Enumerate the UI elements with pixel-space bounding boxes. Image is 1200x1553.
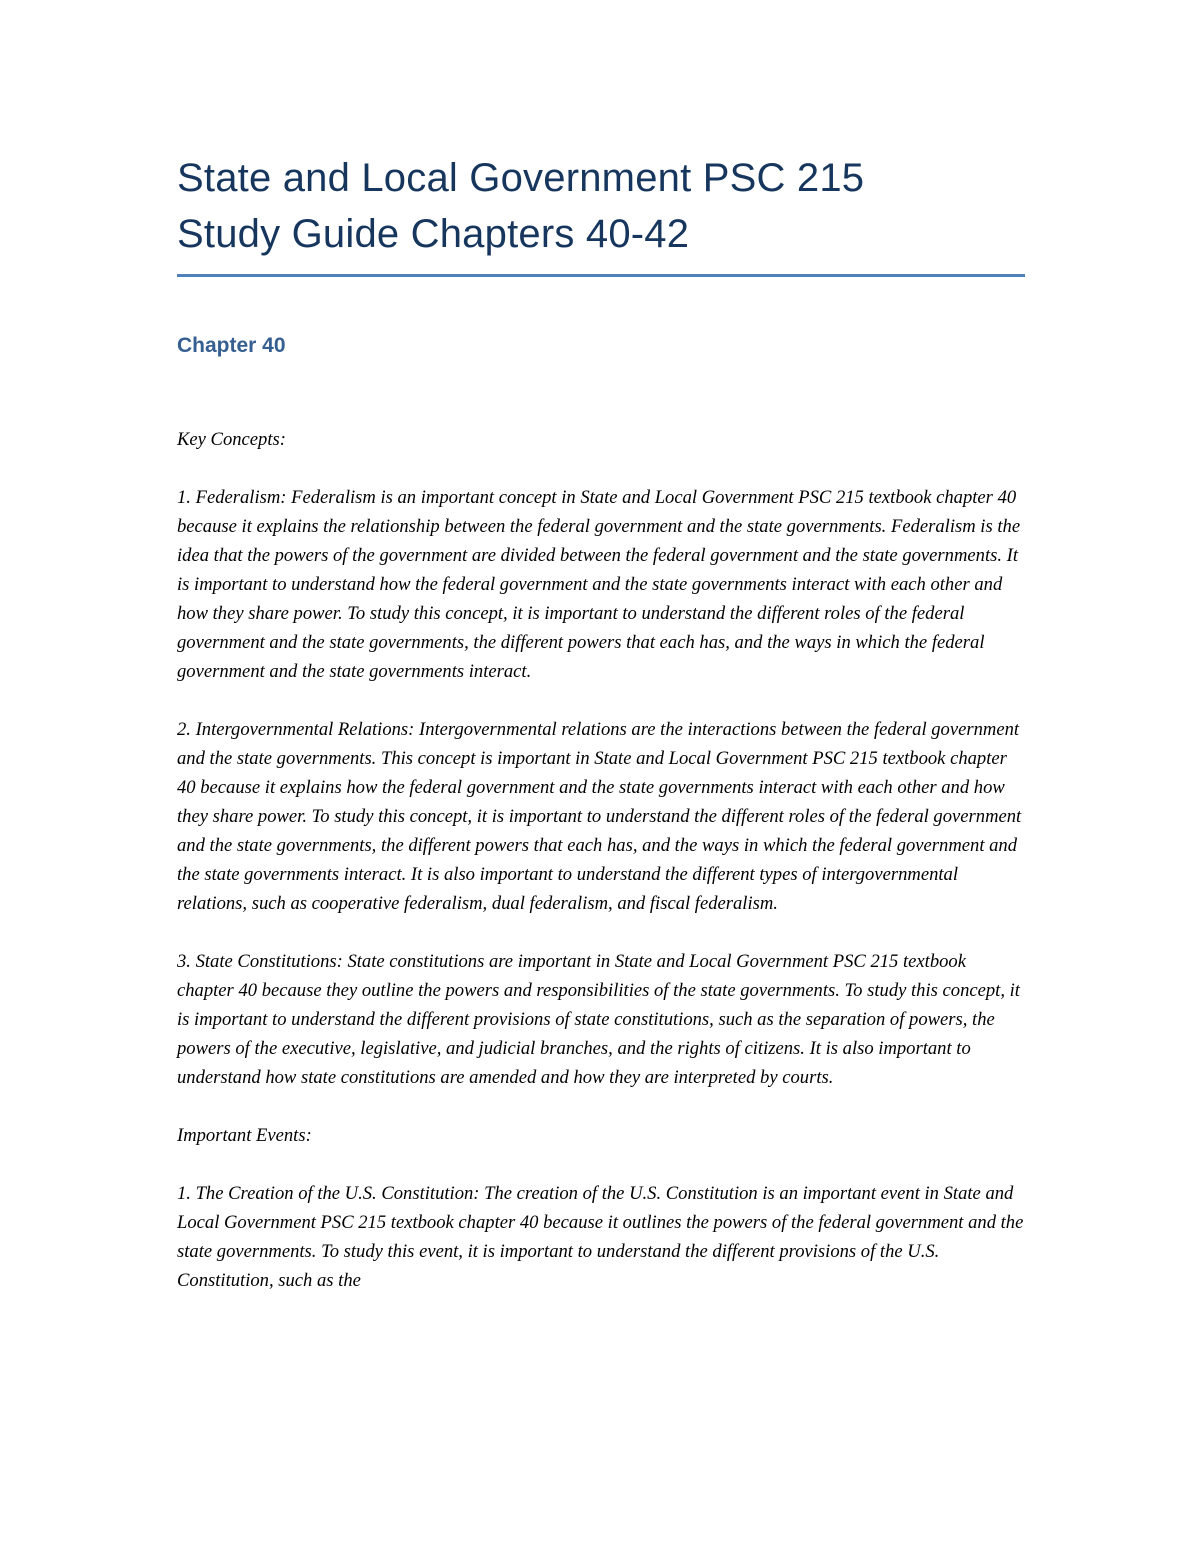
document-body [177, 150, 1025, 1295]
title-underline-rule [177, 274, 1025, 277]
document-title-line-1: State and Local Government PSC 215 [177, 156, 865, 200]
chapter-heading: Chapter 40 [177, 334, 286, 357]
key-concepts-label: Key Concepts: [177, 429, 286, 450]
important-events-label: Important Events: [177, 1125, 312, 1146]
document-title-line-2: Study Guide Chapters 40-42 [177, 212, 690, 256]
key-concept-paragraph-federalism: 1. Federalism: Federalism is an important concept in State and Local Government PSC 215 textbook chapter 40 because it explains the relationship between the federal government and the state governments. Federalism is the idea that the powers of the government are divided between the federal government and the state governments. It is important to understand how the federal government and the state governments interact with each other and how they share power. To study this concept, it is important to understand the different roles of the federal government and the state governments, the different powers that each has, and the ways in which the federal government and the state governments interact. [177, 487, 1021, 682]
key-concept-paragraph-state-constitutions: 3. State Constitutions: State constitutions are important in State and Local Government PSC 215 textbook chapter 40 because they outline the powers and responsibilities of the state governments. To study this concept, it is important to understand the different provisions of state constitutions, such as the separation of powers, the powers of the executive, legislative, and judicial branches, and the rights of citizens. It is also important to understand how state constitutions are amended and how they are interpreted by courts. [177, 951, 1020, 1088]
important-event-paragraph-us-constitution: 1. The Creation of the U.S. Constitution: The creation of the U.S. Constitution is an important event in State and Local Government PSC 215 textbook chapter 40 because it outlines the powers of the federal government and the state governments. To study this event, it is important to understand the different provisions of the U.S. Constitution, such as the [177, 1183, 1024, 1291]
document-title [177, 150, 1025, 262]
key-concept-paragraph-intergovernmental-relations: 2. Intergovernmental Relations: Intergovernmental relations are the interactions between the federal government and the state governments. This concept is important in State and Local Government PSC 215 textbook chapter 40 because it explains how the federal government and the state governments interact with each other and how they share power. To study this concept, it is important to understand the different roles of the federal government and the state governments, the different powers that each has, and the ways in which the federal government and the state governments interact. It is also important to understand the different types of intergovernmental relations, such as cooperative federalism, dual federalism, and fiscal federalism. [177, 719, 1022, 914]
